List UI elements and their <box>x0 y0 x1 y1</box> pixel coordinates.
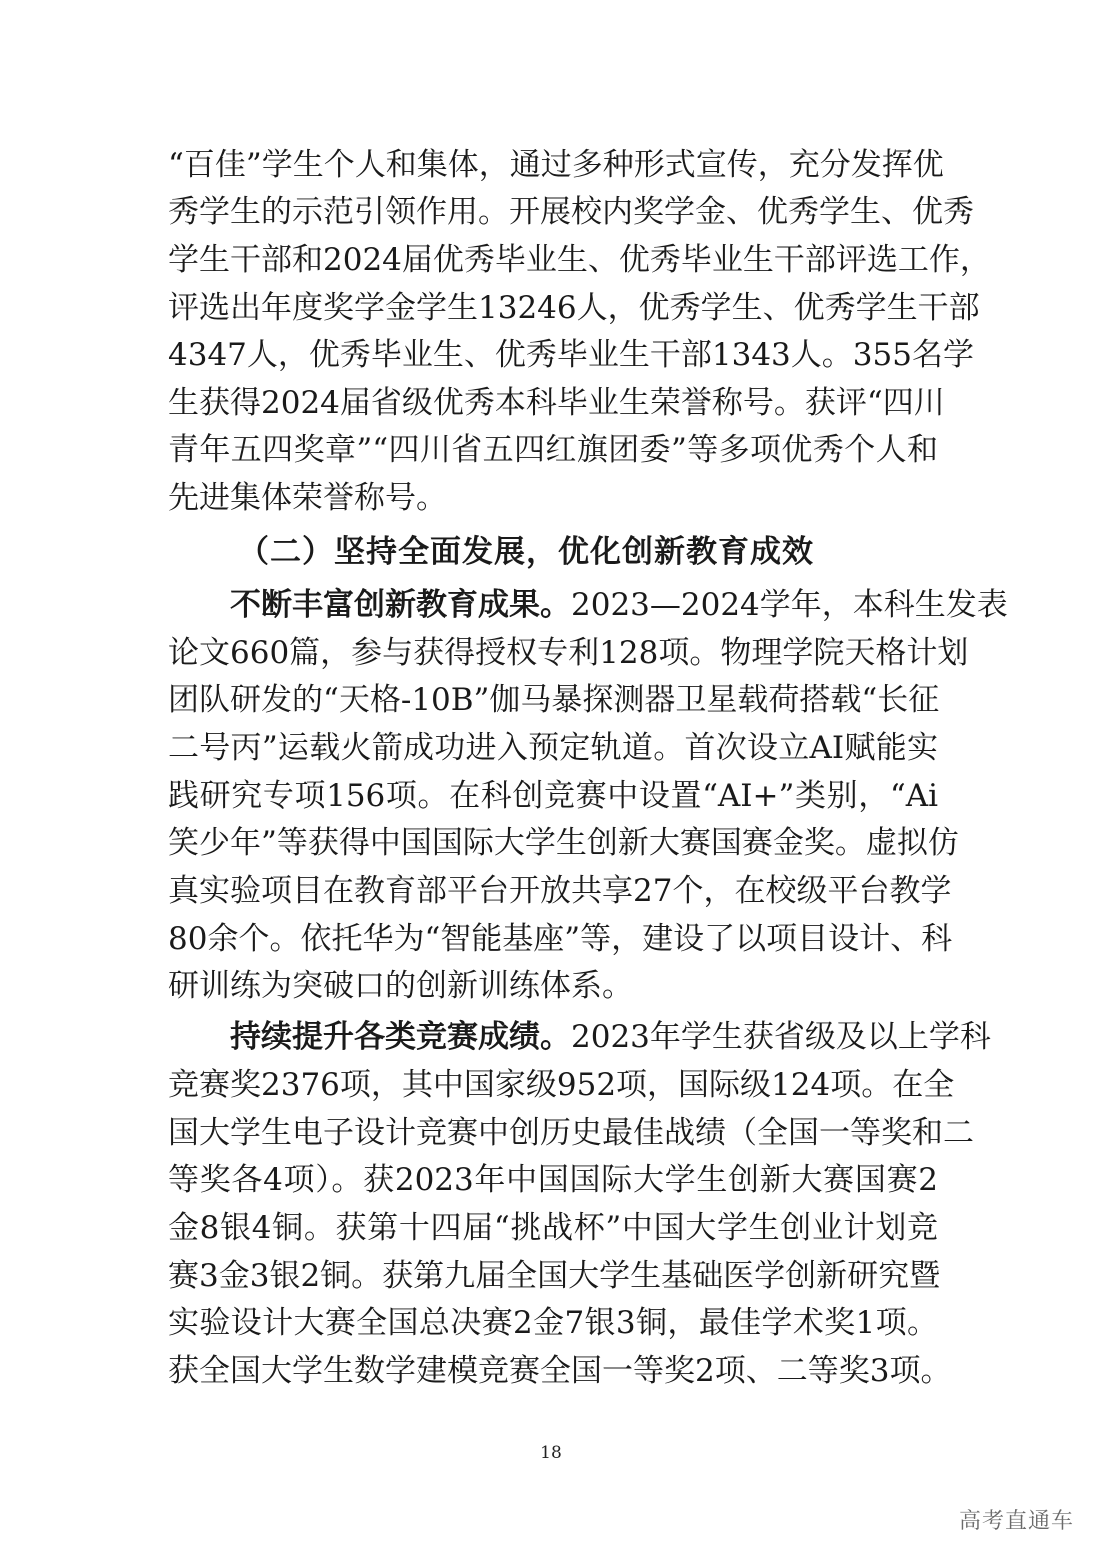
paragraph-lead: 持续提升各类竞赛成绩。 <box>230 1019 571 1055</box>
text-line: 真实验项目在教育部平台开放共享27个，在校级平台教学 <box>168 873 952 909</box>
text-line: 实验设计大赛全国总决赛2金7银3铜，最佳学术奖1项。 <box>168 1305 938 1341</box>
text-line: 青年五四奖章”“四川省五四红旗团委”等多项优秀个人和 <box>168 432 938 468</box>
text-line: 等奖各4项）。获2023年中国国际大学生创新大赛国赛2 <box>168 1162 938 1198</box>
section-heading: （二）坚持全面发展，优化创新教育成效 <box>238 534 814 570</box>
text-line-first <box>230 1017 991 1057</box>
page-number: 18 <box>540 1443 562 1463</box>
text-line: 秀学生的示范引领作用。开展校内奖学金、优秀学生、优秀 <box>168 194 974 230</box>
text-span: 2023—2024学年，本科生发表 <box>571 587 1008 623</box>
text-line: 金8银4铜。获第十四届“挑战杯”中国大学生创业计划竞 <box>168 1210 938 1246</box>
text-line: 评选出年度奖学金学生13246人，优秀学生、优秀学生干部 <box>168 290 980 326</box>
text-line: 4347人，优秀毕业生、优秀毕业生干部1343人。355名学 <box>168 337 974 373</box>
text-line: 赛3金3银2铜。获第九届全国大学生基础医学创新研究暨 <box>168 1258 941 1294</box>
text-line: 团队研发的“天格-10B”伽马暴探测器卫星载荷搭载“长征 <box>168 682 940 718</box>
text-line: 践研究专项156项。在科创竞赛中设置“AI+”类别，“Ai <box>168 778 938 814</box>
text-line: 生获得2024届省级优秀本科毕业生荣誉称号。获评“四川 <box>168 385 945 421</box>
text-line: 二号丙”运载火箭成功进入预定轨道。首次设立AI赋能实 <box>168 730 938 766</box>
text-line: 笑少年”等获得中国国际大学生创新大赛国赛金奖。虚拟仿 <box>168 825 959 861</box>
text-line: 获全国大学生数学建模竞赛全国一等奖2项、二等奖3项。 <box>168 1353 952 1389</box>
text-line: 学生干部和2024届优秀毕业生、优秀毕业生干部评选工作， <box>168 242 991 278</box>
paragraph-lead: 不断丰富创新教育成果。 <box>230 587 571 623</box>
text-line: “百佳”学生个人和集体，通过多种形式宣传，充分发挥优 <box>168 147 944 183</box>
text-line: 研训练为突破口的创新训练体系。 <box>168 968 633 1004</box>
text-line: 国大学生电子设计竞赛中创历史最佳战绩（全国一等奖和二 <box>168 1115 974 1151</box>
text-line: 先进集体荣誉称号。 <box>168 480 447 516</box>
text-line: 竞赛奖2376项，其中国家级952项，国际级124项。在全 <box>168 1067 955 1103</box>
text-line-first <box>230 585 1008 625</box>
text-line: 80余个。依托华为“智能基座”等，建设了以项目设计、科 <box>168 921 953 957</box>
watermark-text: 高考直通车 <box>958 1509 1074 1534</box>
text-span: 2023年学生获省级及以上学科 <box>571 1019 991 1055</box>
text-line: 论文660篇，参与获得授权专利128项。物理学院天格计划 <box>168 635 969 671</box>
